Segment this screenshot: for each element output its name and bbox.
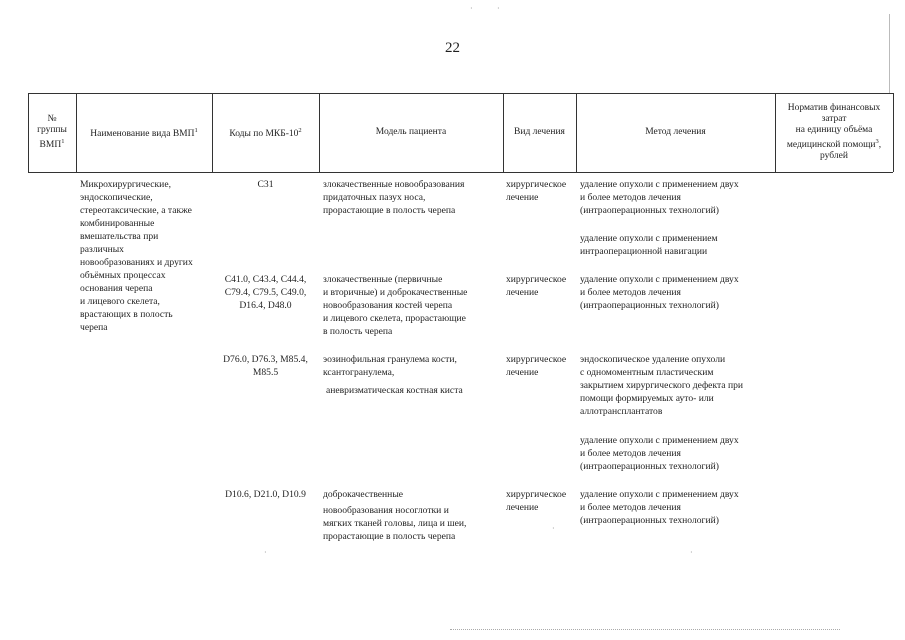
header-treatment-type bbox=[503, 93, 576, 172]
header-financial-standard-text: Норматив финансовых затрат на единицу объёма медицинской помощи bbox=[786, 102, 881, 151]
patient-model-cell: доброкачественные bbox=[323, 489, 404, 500]
treatment-method-cell: эндоскопическое удаление опухоли с одномоментным пластическим закрытием хирургического дефекта при помощи формируемых ауто- или аллотрансплантатов bbox=[580, 354, 744, 417]
column-divider bbox=[893, 93, 894, 172]
treatment-method-cell: удаление опухоли с применением двух и более методов лечения (интраоперационных технологий) bbox=[580, 179, 739, 216]
header-financial-standard-unit: , рублей bbox=[820, 140, 882, 162]
patient-model-cell: эозинофильная гранулема кости, ксантогранулема, bbox=[323, 354, 457, 378]
icd-codes-cell: C41.0, C43.4, C44.4, C79.4, C79.5, C49.0, D16.4, D48.0 bbox=[224, 274, 307, 311]
table-header-bottom-border bbox=[28, 172, 893, 173]
page-edge-line bbox=[889, 14, 890, 93]
header-icd-codes-text: Коды по МКБ-10 bbox=[229, 129, 299, 140]
scan-artifact-line bbox=[450, 629, 840, 630]
header-financial-standard bbox=[775, 93, 893, 172]
treatment-type-cell: хирургическое лечение bbox=[506, 274, 567, 298]
header-vmp-name-text: Наименование вида ВМП bbox=[90, 129, 195, 140]
scan-speck: · bbox=[497, 4, 500, 13]
icd-codes-cell: D76.0, D76.3, M85.4, M85.5 bbox=[223, 354, 308, 378]
page-number: 22 bbox=[445, 40, 460, 56]
treatment-method-cell: удаление опухоли с применением двух и более методов лечения (интраоперационных технологий) bbox=[580, 274, 739, 311]
treatment-method-cell: удаление опухоли с применением двух и более методов лечения (интраоперационных технологий) bbox=[580, 435, 739, 472]
vmp-name-cell: Микрохирургические, эндоскопические, стереотаксические, а также комбинированные вмешательства при различных новообразованиях и других объёмных процессах основания черепа и лицевого скелета, врастающих в полость черепа bbox=[80, 179, 193, 333]
patient-model-cell: новообразования носоглотки и мягких тканей головы, лица и шеи, прорастающие в полость черепа bbox=[323, 505, 467, 542]
patient-model-cell: аневризматическая костная киста bbox=[326, 385, 463, 396]
header-vmp-name bbox=[76, 93, 212, 172]
header-treatment-method-text: Метод лечения bbox=[645, 127, 706, 137]
header-treatment-type-text: Вид лечения bbox=[514, 127, 565, 137]
scan-speck: · bbox=[264, 548, 267, 557]
scan-speck: · bbox=[470, 4, 473, 13]
patient-model-cell: злокачественные новообразования придаточных пазух носа, прорастающие в полость черепа bbox=[323, 179, 465, 216]
header-group-number bbox=[28, 93, 76, 172]
header-group-number-text: № группы ВМП bbox=[37, 113, 67, 151]
icd-codes-cell: C31 bbox=[257, 179, 274, 190]
scan-speck: · bbox=[552, 524, 555, 533]
treatment-type-cell: хирургическое лечение bbox=[506, 354, 567, 378]
treatment-type-cell: хирургическое лечение bbox=[506, 179, 567, 203]
icd-codes-cell: D10.6, D21.0, D10.9 bbox=[225, 489, 306, 500]
header-vmp-name-footnote: 1 bbox=[194, 126, 198, 134]
patient-model-cell: злокачественные (первичные и вторичные) и доброкачественные новообразования костей черепа и лицевого скелета, прорастающие в полость черепа bbox=[323, 274, 468, 337]
header-treatment-method bbox=[576, 93, 775, 172]
treatment-method-cell: удаление опухоли с применением двух и более методов лечения (интраоперационных технологий) bbox=[580, 489, 739, 526]
treatment-type-cell: хирургическое лечение bbox=[506, 489, 567, 513]
header-financial-standard-footnote: 3 bbox=[875, 137, 879, 145]
header-group-number-footnote: 1 bbox=[61, 137, 65, 145]
header-icd-codes bbox=[212, 93, 319, 172]
scan-speck: · bbox=[690, 548, 693, 557]
header-patient-model bbox=[319, 93, 503, 172]
treatment-method-cell: удаление опухоли с применением интраоперационной навигации bbox=[580, 233, 718, 257]
header-patient-model-text: Модель пациента bbox=[375, 127, 447, 137]
header-icd-codes-footnote: 2 bbox=[298, 126, 302, 134]
